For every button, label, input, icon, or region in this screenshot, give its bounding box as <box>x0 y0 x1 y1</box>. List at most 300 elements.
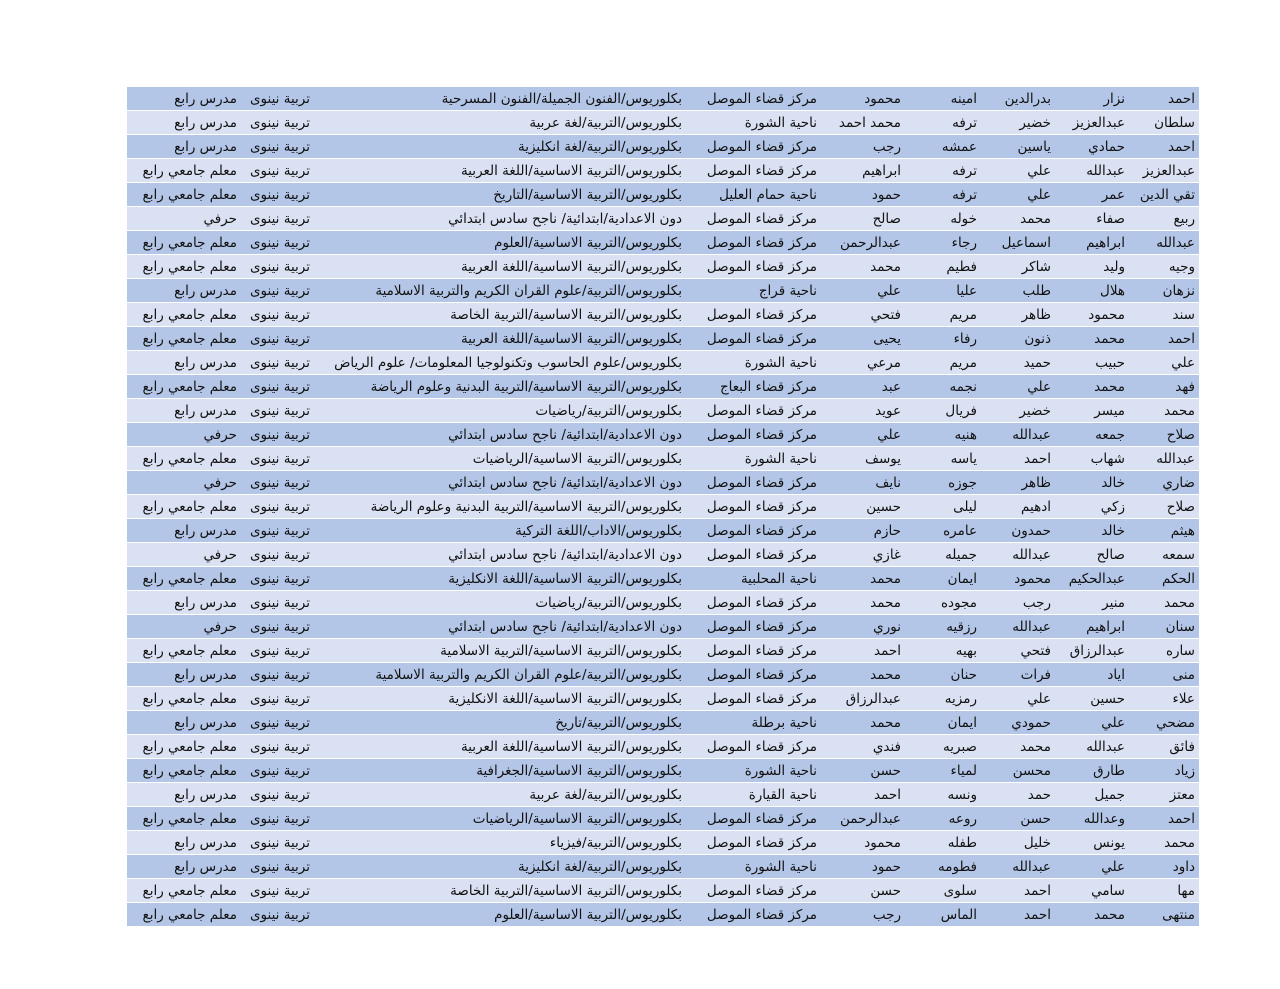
cell-grade: مدرس رابع <box>127 519 241 543</box>
cell-education: بكلوريوس/الاداب/اللغة التركية <box>314 519 686 543</box>
cell-district: مركز قضاء الموصل <box>686 687 821 711</box>
cell-father-name: نزار <box>1055 87 1129 111</box>
cell-mother-father-name: يوسف <box>821 447 905 471</box>
cell-mother-father-name: احمد <box>821 639 905 663</box>
cell-grade: معلم جامعي رابع <box>127 903 241 927</box>
cell-grandfather-name: فتحي <box>981 639 1055 663</box>
cell-mother-father-name: فتحي <box>821 303 905 327</box>
table-row <box>127 759 1199 783</box>
cell-directorate: تربية نينوى <box>241 447 314 471</box>
cell-grandfather-name: ياسين <box>981 135 1055 159</box>
cell-father-name: خالد <box>1055 519 1129 543</box>
cell-father-name: علي <box>1055 711 1129 735</box>
cell-education: بكلوريوس/التربية الاساسية/الرياضيات <box>314 807 686 831</box>
cell-mother-name: حنان <box>905 663 981 687</box>
cell-mother-father-name: حمود <box>821 855 905 879</box>
cell-grandfather-name: رجب <box>981 591 1055 615</box>
cell-directorate: تربية نينوى <box>241 903 314 927</box>
cell-father-name: حسين <box>1055 687 1129 711</box>
cell-district: ناحية برطلة <box>686 711 821 735</box>
cell-grade: معلم جامعي رابع <box>127 567 241 591</box>
cell-father-name: حبيب <box>1055 351 1129 375</box>
cell-father-name: محمد <box>1055 375 1129 399</box>
cell-first-name: وجيه <box>1129 255 1199 279</box>
cell-district: ناحية الشورة <box>686 351 821 375</box>
cell-grandfather-name: فرات <box>981 663 1055 687</box>
cell-grandfather-name: محمد <box>981 207 1055 231</box>
cell-grade: معلم جامعي رابع <box>127 807 241 831</box>
cell-father-name: حمادي <box>1055 135 1129 159</box>
cell-grade: معلم جامعي رابع <box>127 735 241 759</box>
cell-education: بكلوريوس/التربية/لغة عربية <box>314 783 686 807</box>
cell-grade: حرفي <box>127 471 241 495</box>
cell-education: بكلوريوس/التربية الاساسية/التربية الخاصة <box>314 879 686 903</box>
cell-mother-name: فطيم <box>905 255 981 279</box>
cell-father-name: عمر <box>1055 183 1129 207</box>
cell-education: بكلوريوس/التربية الاساسية/التاريخ <box>314 183 686 207</box>
cell-father-name: عبدالله <box>1055 735 1129 759</box>
cell-grandfather-name: محمد <box>981 735 1055 759</box>
table-row <box>127 807 1199 831</box>
cell-district: مركز قضاء الموصل <box>686 591 821 615</box>
cell-mother-name: ياسه <box>905 447 981 471</box>
cell-mother-father-name: علي <box>821 279 905 303</box>
cell-first-name: احمد <box>1129 327 1199 351</box>
cell-first-name: عبدالعزيز <box>1129 159 1199 183</box>
cell-first-name: محمد <box>1129 399 1199 423</box>
cell-education: دون الاعدادية/ابتدائية/ ناجح سادس ابتدائي <box>314 615 686 639</box>
cell-first-name: سمعه <box>1129 543 1199 567</box>
cell-district: مركز قضاء الموصل <box>686 159 821 183</box>
cell-first-name: منتهى <box>1129 903 1199 927</box>
cell-father-name: صالح <box>1055 543 1129 567</box>
table-row <box>127 327 1199 351</box>
cell-district: مركز قضاء الموصل <box>686 543 821 567</box>
cell-first-name: منى <box>1129 663 1199 687</box>
cell-mother-father-name: عبدالرحمن <box>821 231 905 255</box>
cell-grade: معلم جامعي رابع <box>127 303 241 327</box>
cell-directorate: تربية نينوى <box>241 639 314 663</box>
table-row <box>127 351 1199 375</box>
cell-directorate: تربية نينوى <box>241 423 314 447</box>
cell-father-name: منير <box>1055 591 1129 615</box>
cell-father-name: علي <box>1055 855 1129 879</box>
cell-directorate: تربية نينوى <box>241 159 314 183</box>
cell-directorate: تربية نينوى <box>241 303 314 327</box>
cell-education: بكلوريوس/التربية الاساسية/اللغة العربية <box>314 735 686 759</box>
cell-grade: معلم جامعي رابع <box>127 375 241 399</box>
cell-mother-name: ايمان <box>905 711 981 735</box>
cell-mother-name: فطومه <box>905 855 981 879</box>
cell-education: دون الاعدادية/ابتدائية/ ناجح سادس ابتدائي <box>314 423 686 447</box>
cell-father-name: عبدالرزاق <box>1055 639 1129 663</box>
cell-mother-name: روعه <box>905 807 981 831</box>
cell-first-name: الحكم <box>1129 567 1199 591</box>
cell-grade: حرفي <box>127 423 241 447</box>
cell-district: مركز قضاء الموصل <box>686 807 821 831</box>
cell-first-name: علي <box>1129 351 1199 375</box>
table-row <box>127 735 1199 759</box>
cell-district: ناحية الشورة <box>686 447 821 471</box>
cell-father-name: سامي <box>1055 879 1129 903</box>
cell-mother-father-name: محمد <box>821 663 905 687</box>
cell-father-name: خالد <box>1055 471 1129 495</box>
cell-education: بكلوريوس/الفنون الجميلة/الفنون المسرحية <box>314 87 686 111</box>
cell-directorate: تربية نينوى <box>241 327 314 351</box>
cell-district: مركز قضاء البعاج <box>686 375 821 399</box>
cell-mother-father-name: عبدالرزاق <box>821 687 905 711</box>
table-row <box>127 855 1199 879</box>
table-row <box>127 543 1199 567</box>
cell-directorate: تربية نينوى <box>241 279 314 303</box>
cell-mother-name: لمياء <box>905 759 981 783</box>
cell-grandfather-name: عبدالله <box>981 423 1055 447</box>
cell-grandfather-name: حمدون <box>981 519 1055 543</box>
cell-district: ناحية المحلبية <box>686 567 821 591</box>
cell-first-name: معتز <box>1129 783 1199 807</box>
cell-first-name: ربيع <box>1129 207 1199 231</box>
cell-mother-father-name: محمد <box>821 591 905 615</box>
cell-directorate: تربية نينوى <box>241 663 314 687</box>
cell-mother-father-name: يحيى <box>821 327 905 351</box>
cell-grandfather-name: محمود <box>981 567 1055 591</box>
cell-mother-father-name: صالح <box>821 207 905 231</box>
cell-grandfather-name: بدرالدين <box>981 87 1055 111</box>
table-row <box>127 135 1199 159</box>
cell-mother-name: فريال <box>905 399 981 423</box>
cell-first-name: داود <box>1129 855 1199 879</box>
cell-mother-name: جوزه <box>905 471 981 495</box>
table-row <box>127 111 1199 135</box>
cell-mother-name: رزقيه <box>905 615 981 639</box>
cell-district: مركز قضاء الموصل <box>686 87 821 111</box>
cell-education: بكلوريوس/التربية/تاريخ <box>314 711 686 735</box>
cell-first-name: فهد <box>1129 375 1199 399</box>
cell-grade: مدرس رابع <box>127 711 241 735</box>
cell-father-name: يونس <box>1055 831 1129 855</box>
cell-grandfather-name: طلب <box>981 279 1055 303</box>
table-row <box>127 495 1199 519</box>
table-row <box>127 567 1199 591</box>
cell-education: بكلوريوس/التربية الاساسية/العلوم <box>314 231 686 255</box>
cell-grandfather-name: علي <box>981 159 1055 183</box>
cell-first-name: احمد <box>1129 135 1199 159</box>
table-row <box>127 783 1199 807</box>
cell-district: ناحية الشورة <box>686 855 821 879</box>
cell-mother-name: عمشه <box>905 135 981 159</box>
cell-directorate: تربية نينوى <box>241 807 314 831</box>
cell-grade: معلم جامعي رابع <box>127 447 241 471</box>
cell-mother-name: الماس <box>905 903 981 927</box>
cell-district: مركز قضاء الموصل <box>686 207 821 231</box>
cell-first-name: احمد <box>1129 807 1199 831</box>
cell-grade: مدرس رابع <box>127 135 241 159</box>
cell-directorate: تربية نينوى <box>241 615 314 639</box>
cell-mother-father-name: احمد <box>821 783 905 807</box>
cell-mother-name: مريم <box>905 351 981 375</box>
cell-directorate: تربية نينوى <box>241 375 314 399</box>
table-row <box>127 879 1199 903</box>
table-row <box>127 279 1199 303</box>
table-row <box>127 231 1199 255</box>
cell-mother-name: عليا <box>905 279 981 303</box>
table-row <box>127 663 1199 687</box>
cell-directorate: تربية نينوى <box>241 783 314 807</box>
cell-grade: معلم جامعي رابع <box>127 495 241 519</box>
cell-mother-name: نجمه <box>905 375 981 399</box>
cell-district: مركز قضاء الموصل <box>686 303 821 327</box>
cell-grade: مدرس رابع <box>127 111 241 135</box>
table-row <box>127 159 1199 183</box>
cell-grandfather-name: خضير <box>981 111 1055 135</box>
cell-district: مركز قضاء الموصل <box>686 135 821 159</box>
table-row <box>127 255 1199 279</box>
cell-first-name: عبدالله <box>1129 447 1199 471</box>
cell-district: مركز قضاء الموصل <box>686 663 821 687</box>
cell-education: بكلوريوس/التربية/رياضيات <box>314 399 686 423</box>
cell-mother-name: رمزيه <box>905 687 981 711</box>
cell-district: مركز قضاء الموصل <box>686 399 821 423</box>
cell-directorate: تربية نينوى <box>241 231 314 255</box>
cell-mother-father-name: رجب <box>821 135 905 159</box>
cell-district: مركز قضاء الموصل <box>686 831 821 855</box>
cell-mother-name: بهيه <box>905 639 981 663</box>
cell-father-name: ابراهيم <box>1055 231 1129 255</box>
cell-district: مركز قضاء الموصل <box>686 255 821 279</box>
cell-grade: مدرس رابع <box>127 351 241 375</box>
cell-father-name: وليد <box>1055 255 1129 279</box>
cell-mother-father-name: محمد <box>821 711 905 735</box>
cell-first-name: سند <box>1129 303 1199 327</box>
cell-grade: مدرس رابع <box>127 831 241 855</box>
cell-first-name: سنان <box>1129 615 1199 639</box>
cell-first-name: مضحي <box>1129 711 1199 735</box>
cell-mother-father-name: حسن <box>821 879 905 903</box>
data-table <box>127 87 1199 927</box>
cell-education: بكلوريوس/التربية الاساسية/التربية البدنية وعلوم الرياضة <box>314 375 686 399</box>
cell-education: بكلوريوس/التربية الاساسية/التربية الاسلامية <box>314 639 686 663</box>
cell-mother-name: ايمان <box>905 567 981 591</box>
cell-grandfather-name: حمد <box>981 783 1055 807</box>
cell-grade: معلم جامعي رابع <box>127 159 241 183</box>
cell-father-name: عبدالحكيم <box>1055 567 1129 591</box>
cell-district: مركز قضاء الموصل <box>686 423 821 447</box>
cell-grade: حرفي <box>127 207 241 231</box>
cell-grandfather-name: ذنون <box>981 327 1055 351</box>
cell-directorate: تربية نينوى <box>241 207 314 231</box>
cell-grandfather-name: احمد <box>981 447 1055 471</box>
cell-mother-name: ترفه <box>905 159 981 183</box>
cell-grandfather-name: محسن <box>981 759 1055 783</box>
table-row <box>127 375 1199 399</box>
cell-father-name: طارق <box>1055 759 1129 783</box>
table-row <box>127 423 1199 447</box>
table-row <box>127 639 1199 663</box>
cell-grade: مدرس رابع <box>127 783 241 807</box>
table-row <box>127 711 1199 735</box>
cell-education: بكلوريوس/التربية الاساسية/اللغة العربية <box>314 327 686 351</box>
table-row <box>127 903 1199 927</box>
cell-mother-father-name: محمد <box>821 255 905 279</box>
cell-grade: معلم جامعي رابع <box>127 327 241 351</box>
cell-mother-name: امينه <box>905 87 981 111</box>
cell-mother-name: صبريه <box>905 735 981 759</box>
cell-education: بكلوريوس/التربية الاساسية/اللغة العربية <box>314 159 686 183</box>
cell-mother-name: جميله <box>905 543 981 567</box>
cell-district: ناحية القيارة <box>686 783 821 807</box>
cell-mother-father-name: حمود <box>821 183 905 207</box>
cell-mother-father-name: محمود <box>821 87 905 111</box>
cell-mother-name: عامره <box>905 519 981 543</box>
table-body <box>127 87 1199 927</box>
cell-mother-name: هنيه <box>905 423 981 447</box>
cell-first-name: هيثم <box>1129 519 1199 543</box>
table-row <box>127 183 1199 207</box>
table-row <box>127 447 1199 471</box>
cell-district: مركز قضاء الموصل <box>686 327 821 351</box>
cell-father-name: عبدالعزيز <box>1055 111 1129 135</box>
cell-directorate: تربية نينوى <box>241 183 314 207</box>
cell-mother-name: ترفه <box>905 183 981 207</box>
cell-first-name: فائق <box>1129 735 1199 759</box>
cell-first-name: ضاري <box>1129 471 1199 495</box>
table-row <box>127 207 1199 231</box>
cell-father-name: وعدالله <box>1055 807 1129 831</box>
table-row <box>127 687 1199 711</box>
cell-directorate: تربية نينوى <box>241 687 314 711</box>
cell-father-name: زكي <box>1055 495 1129 519</box>
cell-district: ناحية قراج <box>686 279 821 303</box>
cell-grandfather-name: ظاهر <box>981 471 1055 495</box>
cell-mother-father-name: عويد <box>821 399 905 423</box>
cell-grandfather-name: علي <box>981 375 1055 399</box>
cell-mother-father-name: رجب <box>821 903 905 927</box>
cell-mother-father-name: مرعي <box>821 351 905 375</box>
table-row <box>127 303 1199 327</box>
cell-grade: معلم جامعي رابع <box>127 759 241 783</box>
cell-grade: معلم جامعي رابع <box>127 687 241 711</box>
cell-education: بكلوريوس/التربية الاساسية/اللغة الانكليزية <box>314 687 686 711</box>
cell-mother-name: طفله <box>905 831 981 855</box>
cell-first-name: ساره <box>1129 639 1199 663</box>
cell-mother-father-name: حسين <box>821 495 905 519</box>
cell-directorate: تربية نينوى <box>241 135 314 159</box>
cell-first-name: تقي الدين <box>1129 183 1199 207</box>
cell-father-name: اياد <box>1055 663 1129 687</box>
cell-education: بكلوريوس/التربية/علوم القران الكريم والتربية الاسلامية <box>314 279 686 303</box>
cell-mother-name: مجوده <box>905 591 981 615</box>
cell-first-name: عبدالله <box>1129 231 1199 255</box>
cell-father-name: صفاء <box>1055 207 1129 231</box>
cell-district: مركز قضاء الموصل <box>686 471 821 495</box>
cell-district: مركز قضاء الموصل <box>686 519 821 543</box>
cell-mother-father-name: نوري <box>821 615 905 639</box>
cell-grade: حرفي <box>127 543 241 567</box>
table-row <box>127 519 1199 543</box>
cell-district: ناحية الشورة <box>686 111 821 135</box>
cell-directorate: تربية نينوى <box>241 711 314 735</box>
cell-directorate: تربية نينوى <box>241 111 314 135</box>
cell-district: ناحية الشورة <box>686 759 821 783</box>
cell-first-name: زياد <box>1129 759 1199 783</box>
table-row <box>127 615 1199 639</box>
cell-grandfather-name: حسن <box>981 807 1055 831</box>
cell-directorate: تربية نينوى <box>241 255 314 279</box>
cell-mother-father-name: غازي <box>821 543 905 567</box>
cell-first-name: صلاح <box>1129 423 1199 447</box>
cell-grade: معلم جامعي رابع <box>127 255 241 279</box>
cell-directorate: تربية نينوى <box>241 831 314 855</box>
cell-father-name: عبدالله <box>1055 159 1129 183</box>
cell-mother-father-name: علي <box>821 423 905 447</box>
cell-grade: معلم جامعي رابع <box>127 231 241 255</box>
cell-directorate: تربية نينوى <box>241 567 314 591</box>
cell-father-name: ميسر <box>1055 399 1129 423</box>
cell-directorate: تربية نينوى <box>241 543 314 567</box>
cell-directorate: تربية نينوى <box>241 471 314 495</box>
table-row <box>127 831 1199 855</box>
cell-grandfather-name: احمد <box>981 879 1055 903</box>
cell-grandfather-name: احمد <box>981 903 1055 927</box>
cell-grade: مدرس رابع <box>127 663 241 687</box>
cell-father-name: محمد <box>1055 327 1129 351</box>
cell-district: مركز قضاء الموصل <box>686 903 821 927</box>
cell-district: ناحية حمام العليل <box>686 183 821 207</box>
cell-directorate: تربية نينوى <box>241 759 314 783</box>
cell-mother-name: رفاء <box>905 327 981 351</box>
cell-education: بكلوريوس/التربية/لغة عربية <box>314 111 686 135</box>
cell-mother-name: خوله <box>905 207 981 231</box>
cell-grade: مدرس رابع <box>127 855 241 879</box>
cell-mother-name: سلوى <box>905 879 981 903</box>
cell-mother-father-name: عبد <box>821 375 905 399</box>
cell-mother-father-name: حازم <box>821 519 905 543</box>
table-row <box>127 87 1199 111</box>
cell-education: بكلوريوس/التربية الاساسية/العلوم <box>314 903 686 927</box>
cell-education: بكلوريوس/علوم الحاسوب وتكنولوجيا المعلومات/ علوم الرياض <box>314 351 686 375</box>
cell-education: بكلوريوس/التربية الاساسية/اللغة الانكليزية <box>314 567 686 591</box>
cell-father-name: محمود <box>1055 303 1129 327</box>
cell-district: مركز قضاء الموصل <box>686 735 821 759</box>
cell-district: مركز قضاء الموصل <box>686 639 821 663</box>
cell-mother-father-name: حسن <box>821 759 905 783</box>
cell-grade: مدرس رابع <box>127 399 241 423</box>
cell-grandfather-name: اسماعيل <box>981 231 1055 255</box>
cell-education: بكلوريوس/التربية/لغة انكليزية <box>314 855 686 879</box>
cell-district: مركز قضاء الموصل <box>686 615 821 639</box>
cell-mother-name: مريم <box>905 303 981 327</box>
cell-mother-father-name: نايف <box>821 471 905 495</box>
cell-mother-name: ونسه <box>905 783 981 807</box>
table-row <box>127 399 1199 423</box>
cell-grade: معلم جامعي رابع <box>127 183 241 207</box>
cell-mother-father-name: محمد <box>821 567 905 591</box>
cell-father-name: جمعه <box>1055 423 1129 447</box>
cell-education: بكلوريوس/التربية الاساسية/الرياضيات <box>314 447 686 471</box>
cell-father-name: شهاب <box>1055 447 1129 471</box>
cell-grade: معلم جامعي رابع <box>127 879 241 903</box>
cell-first-name: محمد <box>1129 831 1199 855</box>
cell-grade: مدرس رابع <box>127 279 241 303</box>
cell-district: مركز قضاء الموصل <box>686 231 821 255</box>
cell-directorate: تربية نينوى <box>241 855 314 879</box>
cell-grandfather-name: علي <box>981 687 1055 711</box>
cell-first-name: مها <box>1129 879 1199 903</box>
cell-grandfather-name: حمودي <box>981 711 1055 735</box>
cell-grandfather-name: شاكر <box>981 255 1055 279</box>
cell-education: بكلوريوس/التربية/رياضيات <box>314 591 686 615</box>
cell-directorate: تربية نينوى <box>241 591 314 615</box>
